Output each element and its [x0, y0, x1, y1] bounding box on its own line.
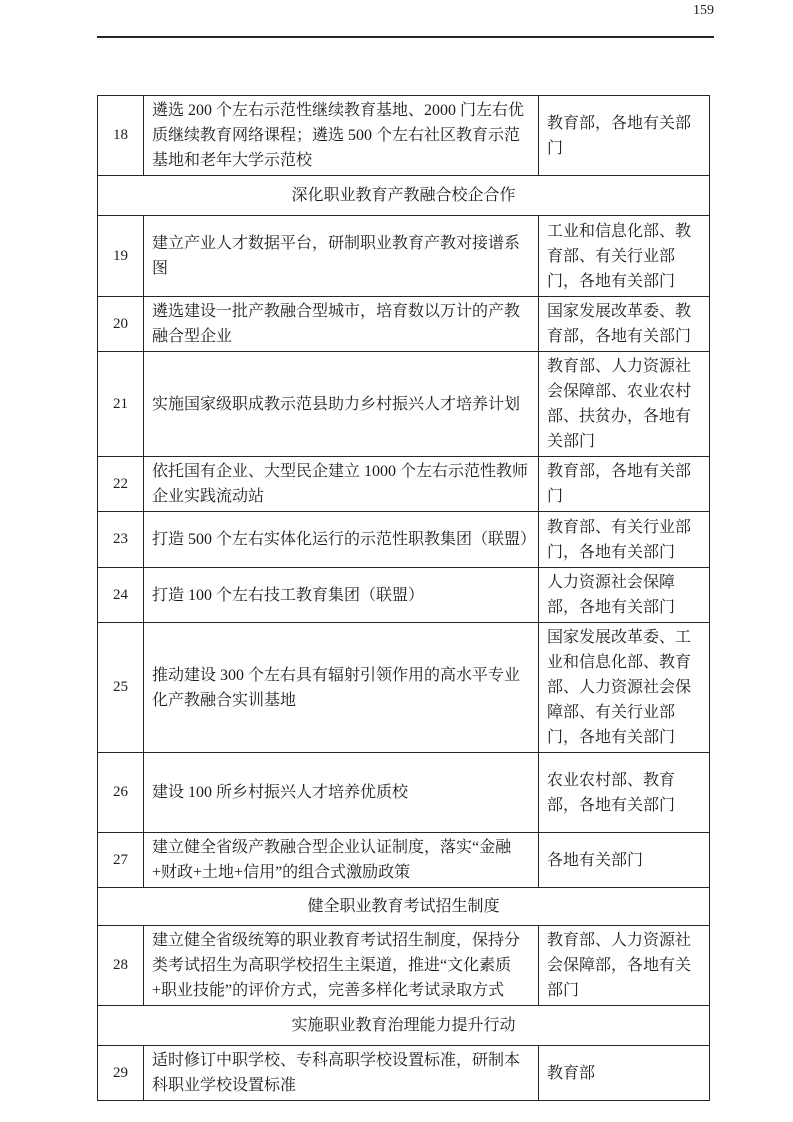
section-title: 健全职业教育考试招生制度	[307, 898, 500, 915]
task-cell	[144, 623, 539, 752]
task-cell	[144, 457, 539, 511]
task-cell	[144, 833, 539, 887]
task-cell	[144, 512, 539, 567]
department-cell	[539, 457, 709, 511]
department-text: 教育部，各地有关部门	[547, 114, 692, 157]
task-cell	[144, 352, 539, 456]
table-row-28	[98, 926, 709, 1006]
row-number: 29	[98, 1046, 144, 1100]
task-cell	[144, 568, 539, 622]
header-rule	[97, 36, 714, 38]
task-cell	[144, 216, 539, 296]
task-cell	[144, 753, 539, 832]
table-row-23	[98, 512, 709, 568]
page-number: 159	[693, 3, 714, 18]
section-title: 实施职业教育治理能力提升行动	[291, 1017, 516, 1034]
department-text: 教育部、人力资源社会保障部，各地有关部门	[547, 932, 692, 999]
row-number: 24	[98, 568, 144, 622]
row-number: 27	[98, 833, 144, 887]
department-cell	[539, 1046, 709, 1100]
department-text: 国家发展改革委、教育部，各地有关部门	[547, 303, 692, 345]
row-number: 21	[98, 352, 144, 456]
task-text: 建立产业人才数据平台，研制职业教育产教对接谱系图	[152, 235, 521, 277]
department-cell	[539, 96, 709, 175]
department-text: 教育部、有关行业部门，各地有关部门	[547, 518, 692, 561]
department-cell	[539, 512, 709, 567]
task-text: 打造 100 个左右技工教育集团（联盟）	[152, 586, 425, 604]
row-number: 20	[98, 297, 144, 351]
task-cell	[144, 1046, 539, 1100]
table-row-25	[98, 623, 709, 753]
task-text: 建设 100 所乡村振兴人才培养优质校	[152, 784, 409, 801]
task-cell	[144, 297, 539, 351]
department-cell	[539, 352, 709, 456]
section-header-row	[98, 888, 709, 926]
table-row-20	[98, 297, 709, 352]
department-text: 人力资源社会保障部，各地有关部门	[547, 574, 676, 616]
department-cell	[539, 833, 709, 887]
task-text: 实施国家级职成教示范县助力乡村振兴人才培养计划	[152, 395, 521, 413]
row-number: 23	[98, 512, 144, 567]
row-number: 28	[98, 926, 144, 1005]
table-row-21	[98, 352, 709, 457]
row-number: 26	[98, 753, 144, 832]
department-cell	[539, 568, 709, 622]
department-text: 教育部，各地有关部门	[547, 463, 692, 505]
row-number: 22	[98, 457, 144, 511]
task-text: 依托国有企业、大型民企建立 1000 个左右示范性教师企业实践流动站	[152, 463, 529, 505]
task-cell	[144, 926, 539, 1005]
department-text: 各地有关部门	[547, 851, 644, 869]
table-row-27	[98, 833, 709, 888]
department-cell	[539, 623, 709, 752]
department-text: 国家发展改革委、工业和信息化部、教育部、人力资源社会保障部、有关行业部门，各地有关部门	[547, 629, 692, 746]
task-cell	[144, 96, 539, 175]
task-text: 打造 500 个左右实体化运行的示范性职教集团（联盟）	[152, 531, 537, 548]
table-row-26	[98, 753, 709, 833]
task-table	[97, 95, 710, 1101]
table-row-22	[98, 457, 709, 512]
section-title: 深化职业教育产教融合校企合作	[291, 187, 516, 204]
section-header-row	[98, 1006, 709, 1046]
department-cell	[539, 926, 709, 1005]
task-text: 遴选 200 个左右示范性继续教育基地、2000 门左右优质继续教育网络课程；遴选 500 个左右社区教育示范基地和老年大学示范校	[152, 102, 525, 169]
table-row-24	[98, 568, 709, 623]
table-row-18	[98, 96, 709, 176]
task-text: 建立健全省级产教融合型企业认证制度，落实“金融+财政+土地+信用”的组合式激励政策	[152, 839, 512, 881]
table-row-29	[98, 1046, 709, 1100]
department-cell	[539, 753, 709, 832]
section-header-row	[98, 176, 709, 216]
department-text: 教育部、人力资源社会保障部、农业农村部、扶贫办，各地有关部门	[547, 358, 692, 450]
department-text: 农业农村部、教育部，各地有关部门	[547, 771, 676, 814]
department-cell	[539, 297, 709, 351]
task-text: 遴选建设一批产教融合型城市，培育数以万计的产教融合型企业	[152, 303, 521, 345]
department-cell	[539, 216, 709, 296]
task-text: 适时修订中职学校、专科高职学校设置标准，研制本科职业学校设置标准	[152, 1052, 521, 1094]
row-number: 25	[98, 623, 144, 752]
department-text: 工业和信息化部、教育部、有关行业部门，各地有关部门	[547, 222, 692, 290]
row-number: 19	[98, 216, 144, 296]
task-text: 建立健全省级统筹的职业教育考试招生制度，保持分类考试招生为高职学校招生主渠道，推进“文化素质+职业技能”的评价方式，完善多样化考试录取方式	[152, 932, 521, 999]
table-row-19	[98, 216, 709, 297]
task-text: 推动建设 300 个左右具有辐射引领作用的高水平专业化产教融合实训基地	[152, 666, 521, 709]
department-text: 教育部	[547, 1064, 596, 1082]
row-number: 18	[98, 96, 144, 175]
